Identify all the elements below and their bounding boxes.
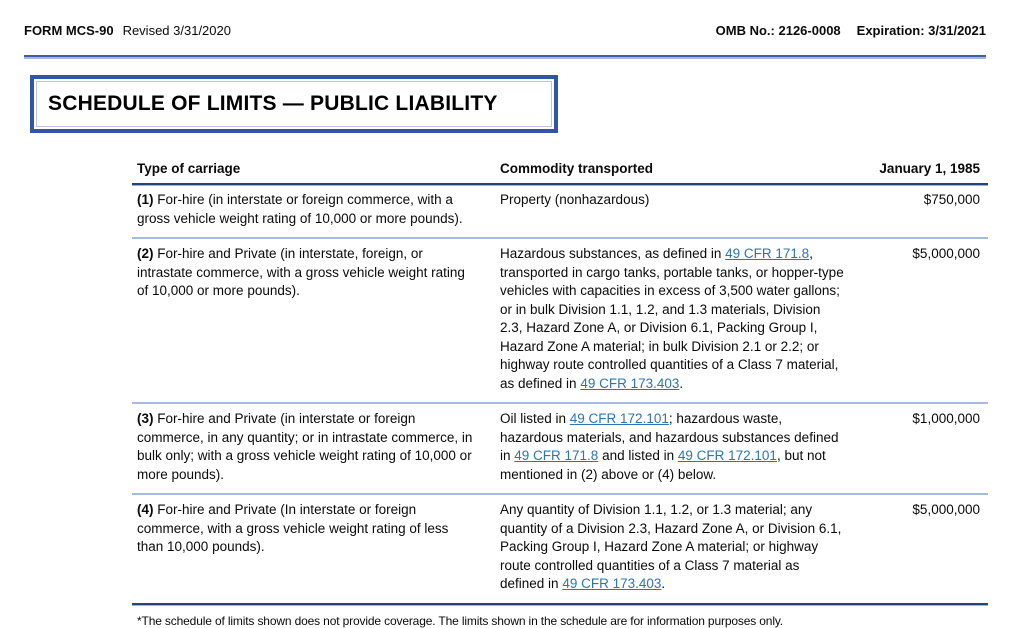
table-row xyxy=(132,238,988,403)
column-header-january-1-1985: January 1, 1985 xyxy=(852,159,988,184)
limit-cell: $5,000,000 xyxy=(852,494,988,604)
header-divider-rule xyxy=(24,55,986,59)
doc-header xyxy=(24,23,986,38)
column-header-type-of-carriage: Type of carriage xyxy=(132,159,500,184)
limit-cell: $5,000,000 xyxy=(852,238,988,403)
row-number: (2) xyxy=(137,246,154,261)
cfr-link[interactable]: 49 CFR 173.403 xyxy=(580,375,680,391)
page-title: SCHEDULE OF LIMITS — PUBLIC LIABILITY xyxy=(48,92,498,115)
revised-date: Revised 3/31/2020 xyxy=(122,23,231,38)
omb-number: OMB No.: 2126-0008 xyxy=(715,23,841,38)
cfr-link[interactable]: 49 CFR 171.8 xyxy=(514,448,599,463)
form-number: FORM MCS-90 xyxy=(24,23,114,38)
carriage-cell: (2) For-hire and Private (in interstate, foreign, or intrastate commerce, with a gross vehicle weight rating of 10,000 or more pounds). xyxy=(132,238,500,403)
carriage-cell: (3) For-hire and Private (in interstate or foreign commerce, in any quantity; or in intrastate commerce, in bulk only; with a gross vehicle weight rating of 10,000 or more pounds). xyxy=(132,403,500,494)
schedule-table-body xyxy=(132,184,988,604)
footnote: *The schedule of limits shown does not provide coverage. The limits shown in the schedule are for information purposes only. xyxy=(137,613,783,628)
row-number: (3) xyxy=(137,411,154,426)
doc-header-left xyxy=(24,23,231,38)
table-row xyxy=(132,403,988,494)
table-header-row xyxy=(132,159,988,184)
expiration-date: Expiration: 3/31/2021 xyxy=(856,23,986,38)
doc-header-right xyxy=(716,23,986,38)
commodity-cell: Oil listed in 49 CFR 172.101; hazardous waste, hazardous materials, and hazardous substances defined in 49 CFR 171.8 and listed in 49 CFR 172.101, but not mentioned in (2) above or (4) below. xyxy=(500,403,852,494)
schedule-table-area xyxy=(132,159,988,628)
limit-cell: $750,000 xyxy=(852,184,988,238)
commodity-cell: Any quantity of Division 1.1, 1.2, or 1.3 material; any quantity of a Division 2.3, Hazard Zone A, or Division 6.1, Packing Group I, Hazard Zone A material; or highway route controlled quantities of a Class 7 material as defined in 49 CFR 173.403. xyxy=(500,494,852,604)
schedule-of-limits-table xyxy=(132,159,988,605)
commodity-cell: Hazardous substances, as defined in 49 CFR 171.8, transported in cargo tanks, portable tanks, or hopper-type vehicles with capacities in excess of 3,500 water gallons; or in bulk Division 1.1, 1.2, and 1.3 materials, Division 2.3, Hazard Zone A, or Division 6.1, Packing Group I, Hazard Zone A material; in bulk Division 2.1 or 2.2; or highway route controlled quantities of a Class 7 material, as defined in 49 CFR 173.403. xyxy=(500,238,852,403)
title-box xyxy=(30,75,558,133)
carriage-cell: (4) For-hire and Private (In interstate or foreign commerce, with a gross vehicle weight rating of less than 10,000 pounds). xyxy=(132,494,500,604)
carriage-cell: (1) For-hire (in interstate or foreign commerce, with a gross vehicle weight rating of 10,000 or more pounds). xyxy=(132,184,500,238)
row-number: (1) xyxy=(137,192,154,207)
table-row xyxy=(132,184,988,238)
commodity-cell: Property (nonhazardous) xyxy=(500,184,852,238)
cfr-link[interactable]: 49 CFR 171.8 xyxy=(725,246,810,261)
limit-cell: $1,000,000 xyxy=(852,403,988,494)
cfr-link[interactable]: 49 CFR 172.101 xyxy=(677,448,777,463)
table-row xyxy=(132,494,988,604)
cfr-link[interactable]: 49 CFR 173.403 xyxy=(562,576,662,591)
column-header-commodity-transported: Commodity transported xyxy=(500,159,852,184)
cfr-link[interactable]: 49 CFR 172.101 xyxy=(569,411,669,426)
row-number: (4) xyxy=(137,502,154,517)
